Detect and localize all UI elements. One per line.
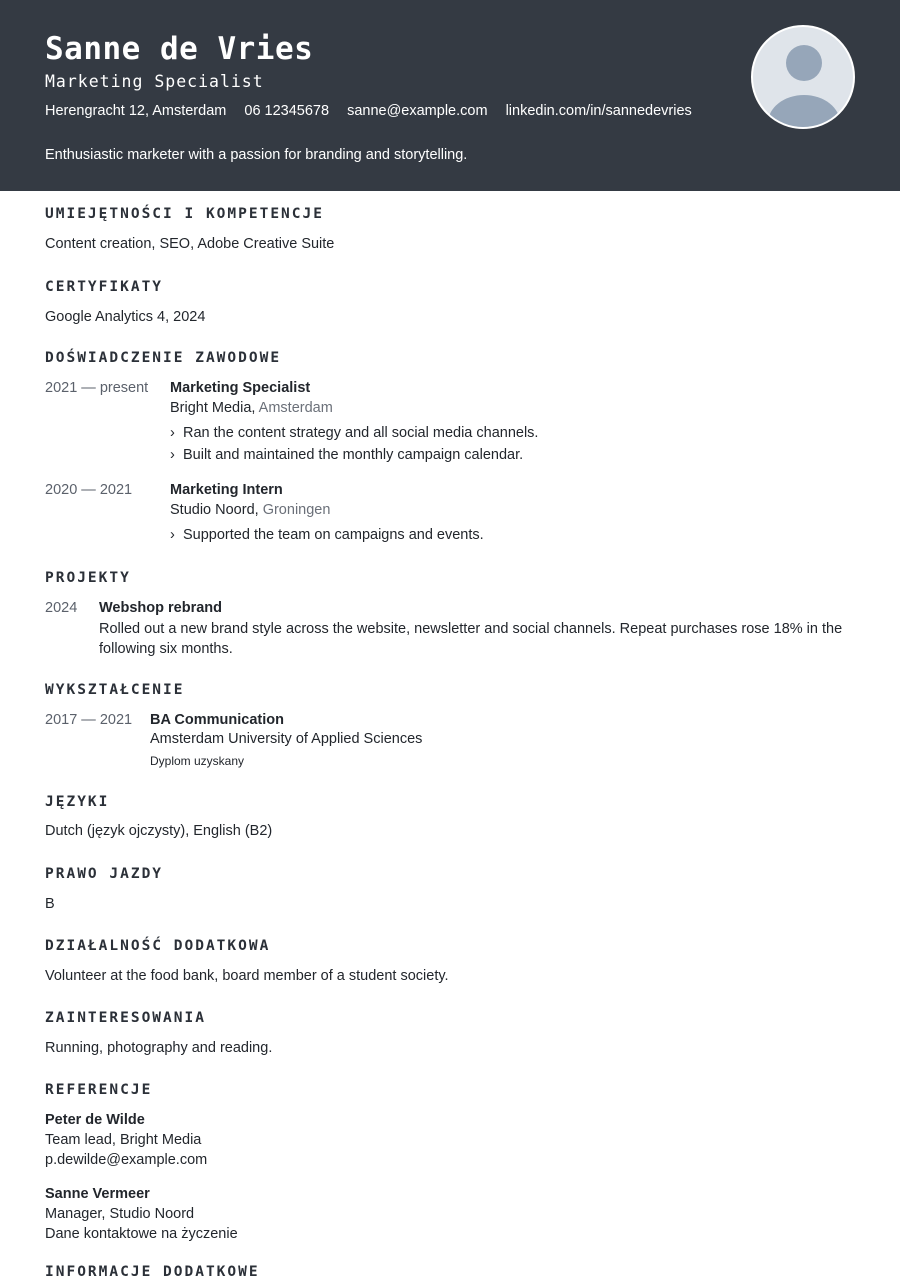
- languages-text: Dutch (język ojczysty), English (B2): [45, 823, 273, 839]
- chevron-right-icon: ›: [170, 527, 175, 543]
- reference-role: Team lead, Bright Media: [45, 1132, 202, 1148]
- contact-phone: 06 12345678: [244, 103, 330, 119]
- section-heading-experience: DOŚWIADCZENIE ZAWODOWE: [45, 350, 282, 366]
- interests-text: Running, photography and reading.: [45, 1040, 273, 1056]
- certificates-text: Google Analytics 4, 2024: [45, 309, 206, 325]
- section-heading-references: REFERENCJE: [45, 1082, 153, 1098]
- education-dates: 2017 — 2021: [45, 712, 133, 728]
- project-name: Webshop rebrand: [99, 600, 222, 616]
- chevron-right-icon: ›: [170, 425, 175, 441]
- section-heading-license: PRAWO JAZDY: [45, 866, 164, 882]
- job-location: Groningen: [262, 502, 331, 518]
- job-role: Marketing Intern: [170, 482, 283, 498]
- job-role: Marketing Specialist: [170, 380, 311, 396]
- section-heading-projects: PROJEKTY: [45, 570, 131, 586]
- reference-name: Sanne Vermeer: [45, 1186, 150, 1202]
- section-heading-certificates: CERTYFIKATY: [45, 279, 164, 295]
- job-employer: [170, 400, 333, 416]
- contact-line: [45, 103, 706, 119]
- license-text: B: [45, 896, 55, 912]
- candidate-title: Marketing Specialist: [45, 72, 264, 91]
- reference-contact: Dane kontaktowe na życzenie: [45, 1226, 238, 1242]
- candidate-name: Sanne de Vries: [45, 31, 314, 67]
- job-bullet: › Supported the team on campaigns and events.: [170, 527, 484, 543]
- avatar-body: [768, 95, 840, 129]
- education-school: Amsterdam University of Applied Sciences: [150, 731, 423, 747]
- job-company: Studio Noord,: [170, 502, 259, 518]
- job-dates: 2021 — present: [45, 380, 149, 396]
- project-year: 2024: [45, 600, 78, 616]
- job-employer: [170, 502, 330, 518]
- activities-text: Volunteer at the food bank, board member of a student society.: [45, 968, 449, 984]
- section-heading-skills: UMIEJĘTNOŚCI I KOMPETENCJE: [45, 206, 324, 222]
- job-location: Amsterdam: [258, 400, 333, 416]
- user-avatar-icon: [751, 25, 855, 129]
- reference-contact[interactable]: p.dewilde@example.com: [45, 1152, 208, 1168]
- contact-address: Herengracht 12, Amsterdam: [45, 103, 227, 119]
- job-company: Bright Media,: [170, 400, 256, 416]
- reference-role: Manager, Studio Noord: [45, 1206, 195, 1222]
- contact-linkedin[interactable]: linkedin.com/in/sannedevries: [505, 103, 692, 119]
- section-heading-interests: ZAINTERESOWANIA: [45, 1010, 206, 1026]
- resume-header: [0, 0, 900, 191]
- project-description: Rolled out a new brand style across the website, newsletter and social channels. Repeat purchases rose 18% in the following six months.: [99, 621, 843, 657]
- education-note: Dyplom uzyskany: [150, 754, 245, 768]
- section-heading-languages: JĘZYKI: [45, 794, 110, 810]
- section-heading-education: WYKSZTAŁCENIE: [45, 682, 185, 698]
- avatar-head: [786, 45, 822, 81]
- profile-summary: Enthusiastic marketer with a passion for branding and storytelling.: [45, 147, 468, 163]
- job-bullet: › Built and maintained the monthly campaign calendar.: [170, 447, 524, 463]
- job-bullet: › Ran the content strategy and all social media channels.: [170, 425, 539, 441]
- skills-text: Content creation, SEO, Adobe Creative Suite: [45, 236, 335, 252]
- contact-email[interactable]: sanne@example.com: [347, 103, 488, 119]
- reference-name: Peter de Wilde: [45, 1112, 145, 1128]
- chevron-right-icon: ›: [170, 447, 175, 463]
- section-heading-activities: DZIAŁALNOŚĆ DODATKOWA: [45, 938, 271, 954]
- job-dates: 2020 — 2021: [45, 482, 133, 498]
- section-heading-additional: INFORMACJE DODATKOWE: [45, 1264, 260, 1280]
- education-degree: BA Communication: [150, 712, 284, 728]
